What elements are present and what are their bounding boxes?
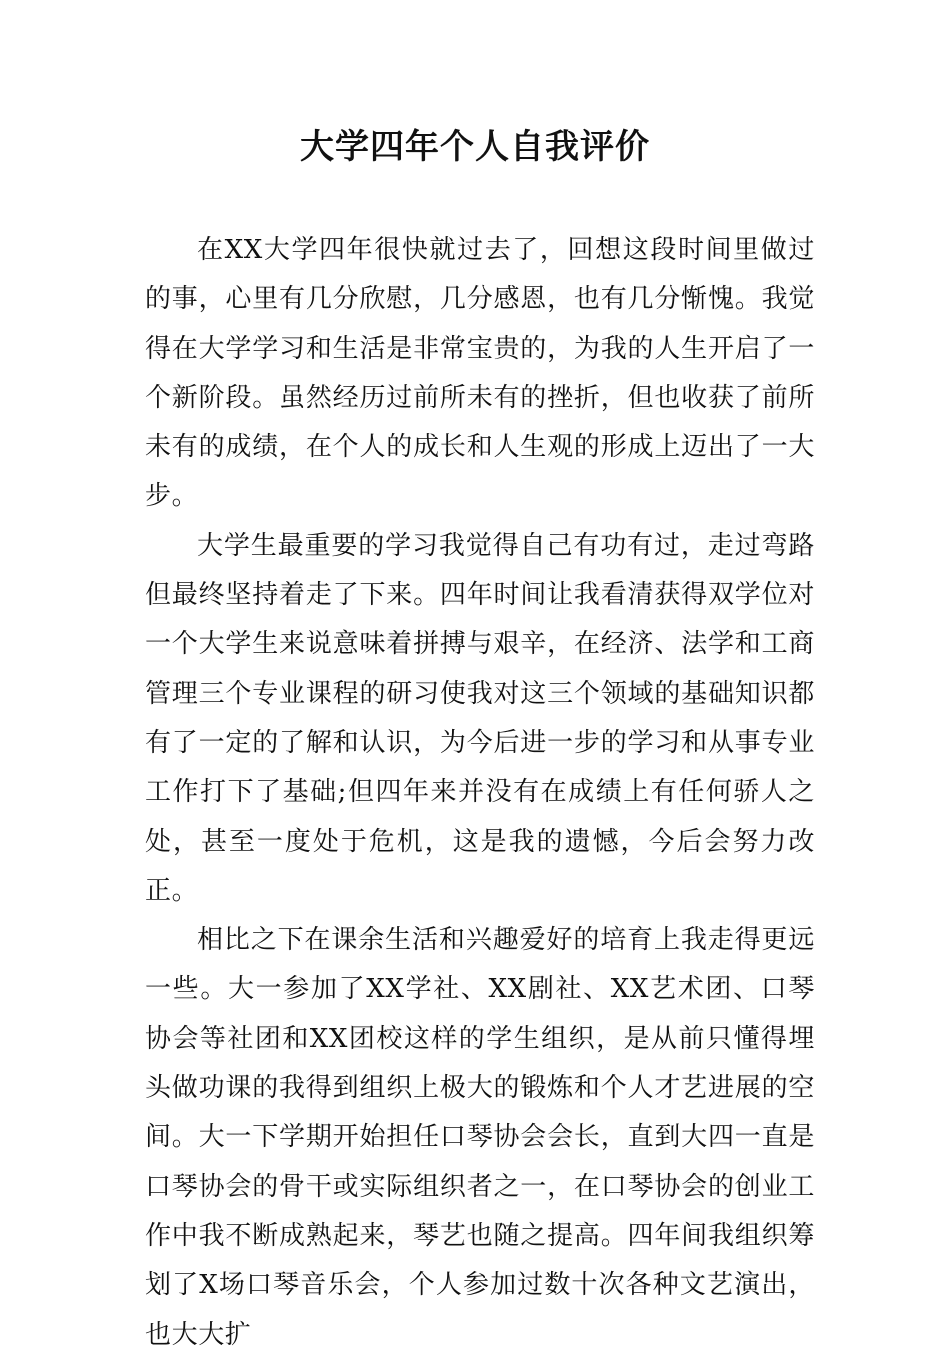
document-body bbox=[145, 226, 815, 1360]
document-title: 大学四年个人自我评价 bbox=[300, 127, 650, 167]
paragraph-1: 在XX大学四年很快就过去了，回想这段时间里做过的事，心里有几分欣慰，几分感恩，也有几分惭愧。我觉得在大学学习和生活是非常宝贵的，为我的人生开启了一个新阶段。虽然经历过前所未有的挫折，但也收获了前所未有的成绩，在个人的成长和人生观的形成上迈出了一大步。 bbox=[145, 235, 815, 512]
paragraph-2: 大学生最重要的学习我觉得自己有功有过，走过弯路但最终坚持着走了下来。四年时间让我看清获得双学位对一个大学生来说意味着拼搏与艰辛，在经济、法学和工商管理三个专业课程的研习使我对这三个领域的基础知识都有了一定的了解和认识，为今后进一步的学习和从事专业工作打下了基础;但四年来并没有在成绩上有任何骄人之处，甚至一度处于危机，这是我的遗憾，今后会努力改正。 bbox=[145, 530, 815, 906]
paragraph-3: 相比之下在课余生活和兴趣爱好的培育上我走得更远一些。大一参加了XX学社、XX剧社、XX艺术团、口琴协会等社团和XX团校这样的学生组织，是从前只懂得埋头做功课的我得到组织上极大的锻炼和个人才艺进展的空间。大一下学期开始担任口琴协会会长，直到大四一直是口琴协会的骨干或实际组织者之一，在口琴协会的创业工作中我不断成熟起来，琴艺也随之提高。四年间我组织筹划了X场口琴音乐会，个人参加过数十次各种文艺演出，也大大扩 bbox=[145, 925, 815, 1350]
